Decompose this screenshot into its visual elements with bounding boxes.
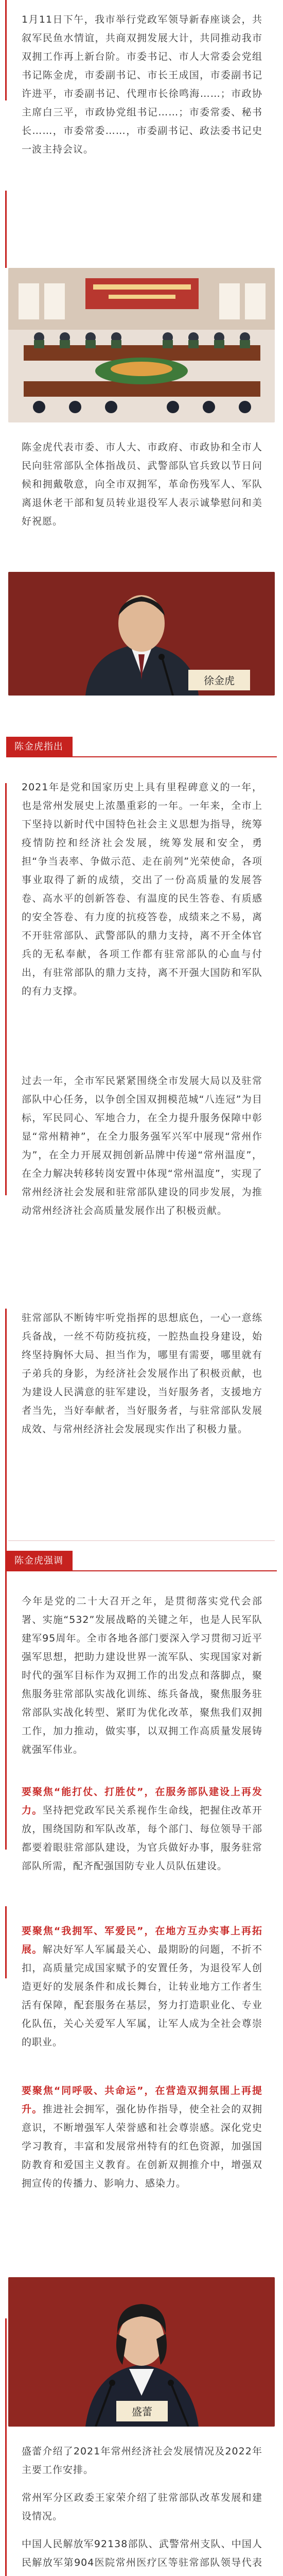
nameplate-male: 徐金虎 — [204, 674, 235, 687]
closing-paragraph: 中国人民解放军92138部队、武警常州支队、中国人民解放军第904医院常州医疗区等驻常部队领导代表 — [22, 2538, 262, 2568]
intro-paragraph: 1月11日下午，我市举行党政军领导新春座谈会，共叙军民鱼水情谊，共商双拥发展大计，共同推动我市双拥工作再上新台阶。市委书记、市人大常委会党组书记陈金虎，市委副书记、市长王成国，市委副书记许进平，市委副书记、代理市长徐鸣海……；市政协主席白三平，市政协党组书记……；市委常委、秘书长……，市委常委……，市委副书记、政法委书记史一波主持会议。 — [22, 14, 262, 155]
section2-point — [22, 2081, 262, 2193]
left-decor-line — [5, 1906, 7, 1978]
point-emphasis: 要聚焦“能打仗、打胜仗”，在服务部队建设上再发力。 — [22, 1786, 262, 1816]
point-body: 推进社会拥军，强化协作指导，使全社会的双拥意识，不断增强军人荣誉感和社会尊崇感。深化党史学习教育，丰富和发展常州特有的红色资源，加强国防教育和爱国主义教育。在创新双拥推介中，增强双拥宣传的传播力、影响力、感染力。 — [22, 2104, 262, 2189]
section1-title: 陈金虎指出 — [6, 737, 73, 757]
speaker-female-illustration — [8, 2277, 275, 2427]
caption-paragraph: 陈金虎代表市委、市人大、市政府、市政协和全市人民向驻常部队全体指战员、武警部队官兵致以节日问候和拥戴敬意，向全市双拥军，革命伤残军人、军队离退休老干部和复员转业退役军人表示诚挚慰问和美好祝愿。 — [22, 442, 262, 527]
section1-paragraph: 2021年是党和国家历史上具有里程碑意义的一年，也是常州发展史上浓墨重彩的一年。一年来，全市上下坚持以新时代中国特色社会主义思想为指导，统筹疫情防控和经济社会发展，统筹发展和安全，勇担“争当表率、争做示范、走在前列”光荣使命，各项事业取得了新的成绩，交出了一份高质量的发展答卷、高水平的创新答卷、有温度的民生答卷、有质感的安全答卷、有力度的抗疫答卷，成绩来之不易，离不开驻常部队、武警部队的鼎力支持，离不开全体官兵的无私奉献，各项工作都有驻常部队的心血与付出，有驻常部队的鼎力支持，离不开强大国防和军队的有力支撑。 — [22, 782, 262, 997]
closing-paragraph: 常州军分区政委王家荣介绍了驻常部队改革发展和建设情况。 — [22, 2492, 262, 2522]
closing-paragraph: 盛蕾介绍了2021年常州经济社会发展情况及2022年主要工作安排。 — [22, 2446, 262, 2476]
left-decor-line — [5, 2318, 7, 2576]
section1-paragraph: 过去一年，全市军民紧紧围绕全市发展大局以及驻常部队中心任务，以争创全国双拥模范城“八连冠”为目标，军民同心、军地合力，在全力提升服务保障中彰显“常州精神”，在全力服务强军兴军中展现“常州作为”，在全力开展双拥创新品牌中传递“常州温度”，在全力解决转移转岗安置中体现“常州温度”，实现了常州经济社会发展和驻常部队建设的同步发展，为推动常州经济社会高质量发展作出了积极贡献。 — [22, 1075, 262, 1216]
left-decor-line — [5, 191, 7, 268]
point-body: 解决好军人军属最关心、最期盼的问题，不折不扣，高质量完成国家赋予的安置任务，为退役军人创造更好的发展条件和成长舞台，让转业地方工作者生活有保障，配套服务在基层，努力打造职业化、专业化队伍，关心关爱军人军属，让军人成为全社会尊崇的职业。 — [22, 1944, 262, 2048]
point-body: 坚持把党政军民关系视作生命线，把握住改革开放，围绕国防和军队改革，每个部门、每位领导干部都要着眼驻常部队建设，为官兵做好办事，服务驻常部队所需，配齐配强国防专业人员队伍建设。 — [22, 1805, 262, 1872]
section1-paragraph: 驻常部队不断铸牢听党指挥的思想底色，一心一意练兵备战，一丝不苟防疫抗疫，一腔热血投身建设，始终坚持胸怀大局、担当作为，哪里有需要，哪里就有子弟兵的身影，为经济社会发展作出了积极贡献，也为建设人民满意的驻军建设，当好服务者，支援地方者当先，当好奉献者，当好服务者，与驻常部队发展成效、与常州经济社会发展现实作出了积极力量。 — [22, 1312, 262, 1435]
section2-intro: 今年是党的二十大召开之年，是贯彻落实党代会部署、实施“532”发展战略的关键之年，也是人民军队建军95周年。全市各地各部门要深入学习贯彻习近平强军思想，把助力建设世界一流军队、实现国家对新时代的强军目标作为双拥工作的出发点和落脚点，聚焦服务驻常部队实战化训练、练兵备战，聚焦服务驻常部队实战化转型、紧盯为优化改革，聚焦我们双拥工作，加力推动，做实事，以双拥工作高质量发展铸就强军伟业。 — [22, 1596, 262, 1755]
point-emphasis: 要聚焦“同呼吸、共命运”，在营造双拥氛围上再提升。 — [22, 2085, 262, 2115]
left-decor-line — [5, 0, 7, 100]
left-decor-line — [5, 783, 7, 1195]
speaker-female-photo — [8, 2277, 275, 2427]
section-separator — [8, 1540, 275, 1541]
section2-point — [22, 1783, 262, 1875]
left-decor-line — [5, 1309, 7, 1850]
meeting-hall-photo — [8, 268, 275, 422]
speaker-male-photo — [8, 572, 275, 696]
section2-point — [22, 1922, 262, 2052]
section2-title: 陈金虎强调 — [6, 1551, 73, 1571]
meeting-hall-illustration — [8, 268, 275, 422]
point-emphasis: 要聚焦“我拥军、军爱民”，在地方互办实事上再拓展。 — [22, 1925, 262, 1955]
nameplate-female: 盛蕾 — [132, 2405, 152, 2418]
speaker-male-illustration — [8, 572, 275, 696]
